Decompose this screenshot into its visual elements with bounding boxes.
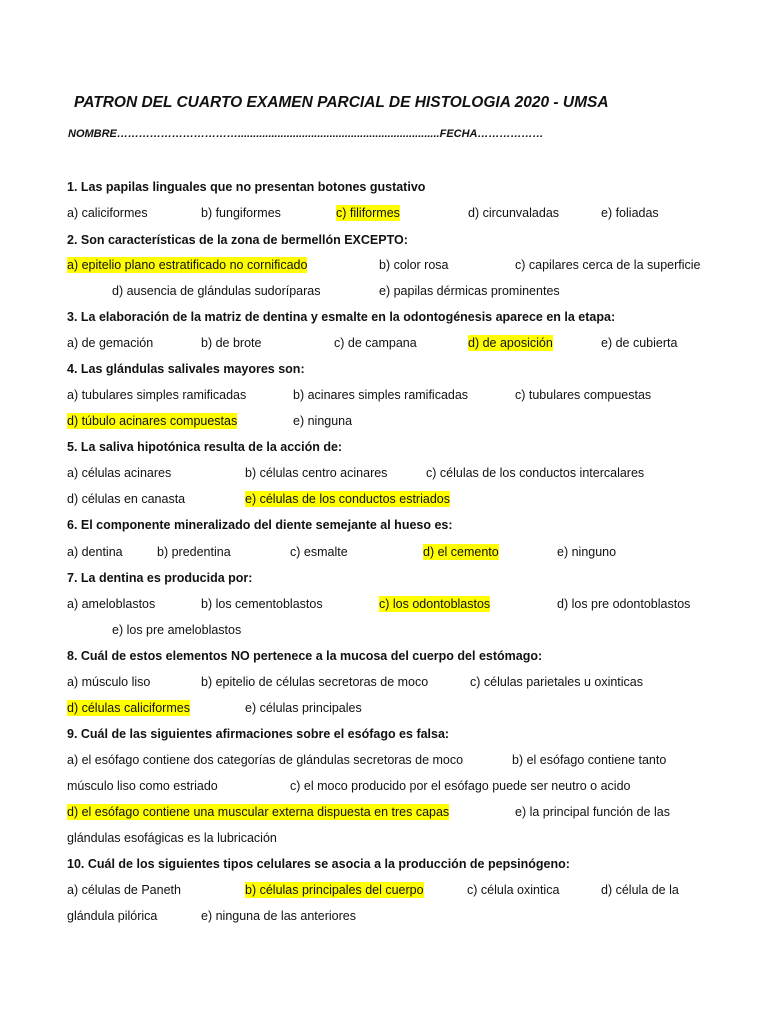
- q8-option-a: a) músculo liso: [67, 675, 151, 689]
- q10-option-c: c) célula oxintica: [467, 883, 560, 897]
- q10-option-b-correct: b) células principales del cuerpo: [245, 883, 424, 897]
- question-8: 8. Cuál de estos elementos NO pertenece a la mucosa del cuerpo del estómago:: [67, 649, 543, 663]
- q2-option-d: d) ausencia de glándulas sudoríparas: [112, 284, 321, 298]
- q5-option-b: b) células centro acinares: [245, 466, 388, 480]
- q6-option-d-correct: d) el cemento: [423, 545, 499, 559]
- q7-option-c-correct: c) los odontoblastos: [379, 597, 491, 611]
- q2-option-e: e) papilas dérmicas prominentes: [379, 284, 560, 298]
- q9-option-a: a) el esófago contiene dos categorías de glándulas secretoras de moco: [67, 753, 464, 767]
- q2-option-b: b) color rosa: [379, 258, 449, 272]
- q3-option-b: b) de brote: [201, 336, 262, 350]
- q9-option-d-correct: d) el esófago contiene una muscular externa dispuesta en tres capas: [67, 805, 450, 819]
- q4-option-e: e) ninguna: [293, 414, 353, 428]
- question-9: 9. Cuál de las siguientes afirmaciones sobre el esófago es falsa:: [67, 727, 450, 741]
- q1-option-b: b) fungiformes: [201, 206, 281, 220]
- q7-option-d: d) los pre odontoblastos: [557, 597, 691, 611]
- q5-option-d: d) células en canasta: [67, 492, 186, 506]
- q3-option-a: a) de gemación: [67, 336, 154, 350]
- q1-option-c-correct: c) filiformes: [336, 206, 400, 220]
- q1-option-a: a) caliciformes: [67, 206, 148, 220]
- question-3: 3. La elaboración de la matriz de dentina y esmalte en la odontogénesis aparece en la etapa:: [67, 310, 616, 324]
- exam-title: PATRON DEL CUARTO EXAMEN PARCIAL DE HISTOLOGIA 2020 - UMSA: [74, 94, 609, 111]
- q7-option-a: a) ameloblastos: [67, 597, 156, 611]
- q6-option-b: b) predentina: [157, 545, 231, 559]
- question-6: 6. El componente mineralizado del diente semejante al hueso es:: [67, 518, 453, 532]
- q8-option-e: e) células principales: [245, 701, 362, 715]
- q8-option-d-correct: d) células caliciformes: [67, 701, 190, 715]
- q5-option-c: c) células de los conductos intercalares: [426, 466, 645, 480]
- q2-option-a-correct: a) epitelio plano estratificado no cornificado: [67, 258, 308, 272]
- q10-option-e: e) ninguna de las anteriores: [201, 909, 356, 923]
- question-7: 7. La dentina es producida por:: [67, 571, 253, 585]
- q1-option-e: e) foliadas: [601, 206, 659, 220]
- q5-option-e-correct: e) células de los conductos estriados: [245, 492, 450, 506]
- q4-option-c: c) tubulares compuestas: [515, 388, 652, 402]
- question-1: 1. Las papilas linguales que no presentan botones gustativo: [67, 180, 426, 194]
- q5-option-a: a) células acinares: [67, 466, 172, 480]
- question-5: 5. La saliva hipotónica resulta de la acción de:: [67, 440, 343, 454]
- q6-option-a: a) dentina: [67, 545, 123, 559]
- q9-option-b: b) el esófago contiene tanto: [512, 753, 667, 767]
- q1-option-d: d) circunvaladas: [468, 206, 560, 220]
- q9-option-e-cont: glándulas esofágicas es la lubricación: [67, 831, 277, 845]
- q4-option-a: a) tubulares simples ramificadas: [67, 388, 247, 402]
- q3-option-e: e) de cubierta: [601, 336, 678, 350]
- q2-option-c: c) capilares cerca de la superficie: [515, 258, 701, 272]
- q4-option-d-correct: d) túbulo acinares compuestas: [67, 414, 238, 428]
- name-date-line: NOMBRE……………………………..................................................................FECHA………………: [68, 128, 544, 140]
- question-10: 10. Cuál de los siguientes tipos celulares se asocia a la producción de pepsinógeno:: [67, 857, 570, 871]
- q9-option-c: c) el moco producido por el esófago puede ser neutro o acido: [290, 779, 631, 793]
- q10-option-d: d) célula de la: [601, 883, 679, 897]
- q3-option-c: c) de campana: [334, 336, 417, 350]
- q3-option-d-correct: d) de aposición: [468, 336, 553, 350]
- q7-option-b: b) los cementoblastos: [201, 597, 323, 611]
- q8-option-b: b) epitelio de células secretoras de moco: [201, 675, 429, 689]
- q9-option-e: e) la principal función de las: [515, 805, 670, 819]
- q10-option-d-cont: glándula pilórica: [67, 909, 158, 923]
- q9-option-b-cont: músculo liso como estriado: [67, 779, 218, 793]
- q4-option-b: b) acinares simples ramificadas: [293, 388, 469, 402]
- q6-option-e: e) ninguno: [557, 545, 617, 559]
- question-4: 4. Las glándulas salivales mayores son:: [67, 362, 305, 376]
- q8-option-c: c) células parietales u oxinticas: [470, 675, 643, 689]
- q6-option-c: c) esmalte: [290, 545, 348, 559]
- question-2: 2. Son características de la zona de bermellón EXCEPTO:: [67, 233, 408, 247]
- q7-option-e: e) los pre ameloblastos: [112, 623, 242, 637]
- q10-option-a: a) células de Paneth: [67, 883, 181, 897]
